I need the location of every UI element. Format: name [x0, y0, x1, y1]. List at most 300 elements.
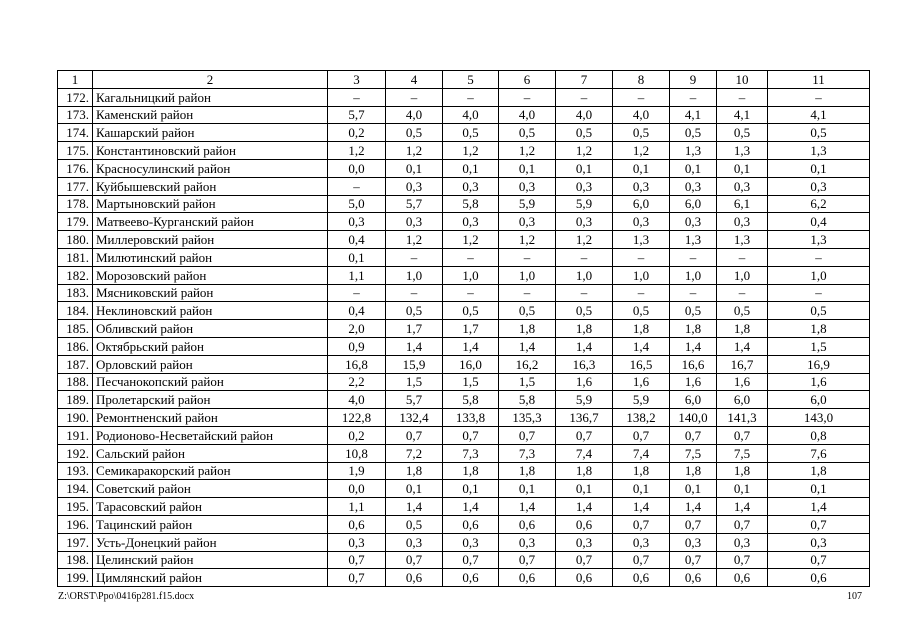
value-cell: 1,4 [613, 337, 670, 355]
value-cell: 0,3 [328, 213, 386, 231]
value-cell: 136,7 [556, 409, 613, 427]
value-cell: – [670, 248, 717, 266]
value-cell: 0,7 [556, 551, 613, 569]
value-cell: 0,5 [499, 302, 556, 320]
value-cell: 4,0 [499, 106, 556, 124]
value-cell: 1,2 [443, 142, 499, 160]
value-cell: 0,1 [670, 159, 717, 177]
value-cell: 0,6 [717, 569, 768, 587]
value-cell: – [386, 284, 443, 302]
value-cell: 0,7 [328, 551, 386, 569]
table-row [58, 124, 870, 142]
value-cell: 1,4 [556, 337, 613, 355]
table-row [58, 480, 870, 498]
table-row [58, 231, 870, 249]
district-name-cell: Обливский район [93, 320, 328, 338]
table-row [58, 159, 870, 177]
value-cell: 0,3 [386, 213, 443, 231]
value-cell: 16,9 [768, 355, 870, 373]
row-number-cell: 197. [58, 533, 93, 551]
value-cell: 0,1 [556, 159, 613, 177]
value-cell: – [443, 284, 499, 302]
district-name-cell: Каменский район [93, 106, 328, 124]
value-cell: 0,1 [670, 480, 717, 498]
page-number: 107 [847, 591, 862, 602]
value-cell: 1,6 [768, 373, 870, 391]
row-number-cell: 179. [58, 213, 93, 231]
value-cell: 1,2 [386, 231, 443, 249]
value-cell: 0,6 [499, 569, 556, 587]
value-cell: 1,8 [768, 320, 870, 338]
value-cell: 1,6 [670, 373, 717, 391]
value-cell: 1,2 [499, 142, 556, 160]
value-cell: 0,7 [768, 551, 870, 569]
value-cell: – [386, 88, 443, 106]
value-cell: 0,5 [386, 302, 443, 320]
value-cell: 0,7 [499, 426, 556, 444]
value-cell: 1,8 [717, 462, 768, 480]
row-number-cell: 176. [58, 159, 93, 177]
table-row [58, 569, 870, 587]
value-cell: 0,7 [717, 515, 768, 533]
value-cell: – [613, 284, 670, 302]
value-cell: 1,0 [768, 266, 870, 284]
value-cell: 1,3 [670, 142, 717, 160]
value-cell: – [768, 284, 870, 302]
value-cell: 4,1 [768, 106, 870, 124]
value-cell: 0,1 [768, 480, 870, 498]
value-cell: – [670, 284, 717, 302]
value-cell: 0,1 [443, 159, 499, 177]
value-cell: 1,4 [670, 337, 717, 355]
value-cell: 0,7 [717, 551, 768, 569]
row-number-cell: 196. [58, 515, 93, 533]
value-cell: 0,5 [443, 302, 499, 320]
value-cell: 0,3 [670, 533, 717, 551]
value-cell: 0,3 [556, 177, 613, 195]
value-cell: 0,3 [717, 177, 768, 195]
value-cell: – [768, 248, 870, 266]
value-cell: 1,8 [443, 462, 499, 480]
value-cell: 5,9 [499, 195, 556, 213]
value-cell: 0,0 [328, 159, 386, 177]
value-cell: 2,2 [328, 373, 386, 391]
value-cell: – [328, 177, 386, 195]
row-number-cell: 194. [58, 480, 93, 498]
value-cell: 0,6 [556, 515, 613, 533]
value-cell: 0,5 [613, 302, 670, 320]
value-cell: 0,7 [613, 551, 670, 569]
value-cell: 16,7 [717, 355, 768, 373]
value-cell: 1,3 [768, 231, 870, 249]
value-cell: 122,8 [328, 409, 386, 427]
value-cell: 0,7 [443, 551, 499, 569]
value-cell: 1,0 [670, 266, 717, 284]
value-cell: 133,8 [443, 409, 499, 427]
value-cell: 1,2 [556, 142, 613, 160]
district-name-cell: Мартыновский район [93, 195, 328, 213]
value-cell: 0,7 [556, 426, 613, 444]
value-cell: 0,3 [670, 177, 717, 195]
value-cell: 132,4 [386, 409, 443, 427]
value-cell: 0,3 [613, 213, 670, 231]
value-cell: 1,2 [499, 231, 556, 249]
data-table [57, 70, 870, 587]
value-cell: 0,3 [613, 177, 670, 195]
value-cell: 1,9 [328, 462, 386, 480]
value-cell: 5,8 [499, 391, 556, 409]
table-row [58, 444, 870, 462]
value-cell: 0,6 [670, 569, 717, 587]
table-row [58, 177, 870, 195]
value-cell: 1,8 [717, 320, 768, 338]
value-cell: 1,8 [768, 462, 870, 480]
row-number-cell: 173. [58, 106, 93, 124]
district-name-cell: Песчанокопский район [93, 373, 328, 391]
row-number-cell: 178. [58, 195, 93, 213]
value-cell: 0,2 [328, 426, 386, 444]
value-cell: 1,8 [499, 320, 556, 338]
value-cell: 0,3 [443, 533, 499, 551]
value-cell: 0,6 [328, 515, 386, 533]
value-cell: 0,6 [556, 569, 613, 587]
footer-file-path: Z:\ORST\Ppo\0416p281.f15.docx [58, 591, 195, 602]
value-cell: 1,4 [717, 498, 768, 516]
value-cell: 0,3 [443, 213, 499, 231]
district-name-cell: Красносулинский район [93, 159, 328, 177]
row-number-cell: 188. [58, 373, 93, 391]
value-cell: 0,7 [613, 515, 670, 533]
value-cell: 0,5 [768, 124, 870, 142]
value-cell: 0,1 [768, 159, 870, 177]
header-cell: 11 [768, 71, 870, 89]
district-name-cell: Куйбышевский район [93, 177, 328, 195]
value-cell: 0,1 [499, 159, 556, 177]
value-cell: 1,4 [386, 498, 443, 516]
table-row [58, 391, 870, 409]
value-cell: 0,3 [556, 533, 613, 551]
value-cell: – [556, 88, 613, 106]
value-cell: 0,4 [328, 231, 386, 249]
district-name-cell: Цимлянский район [93, 569, 328, 587]
value-cell: 0,7 [443, 426, 499, 444]
value-cell: 1,5 [499, 373, 556, 391]
district-name-cell: Целинский район [93, 551, 328, 569]
value-cell: 7,2 [386, 444, 443, 462]
district-name-cell: Матвеево-Курганский район [93, 213, 328, 231]
value-cell: 0,7 [768, 515, 870, 533]
value-cell: 7,5 [717, 444, 768, 462]
value-cell: 0,3 [670, 213, 717, 231]
value-cell: 0,3 [717, 533, 768, 551]
value-cell: 1,1 [328, 498, 386, 516]
value-cell: 15,9 [386, 355, 443, 373]
table-header-row [58, 71, 870, 89]
value-cell: 1,8 [386, 462, 443, 480]
value-cell: 135,3 [499, 409, 556, 427]
value-cell: – [328, 284, 386, 302]
value-cell: – [556, 248, 613, 266]
value-cell: 1,7 [443, 320, 499, 338]
value-cell: 0,5 [443, 124, 499, 142]
table-row [58, 284, 870, 302]
value-cell: 6,0 [768, 391, 870, 409]
value-cell: 7,3 [499, 444, 556, 462]
value-cell: 16,6 [670, 355, 717, 373]
value-cell: 1,4 [670, 498, 717, 516]
value-cell: 0,5 [556, 302, 613, 320]
value-cell: – [499, 88, 556, 106]
value-cell: 1,6 [613, 373, 670, 391]
value-cell: 0,1 [386, 159, 443, 177]
value-cell: 6,0 [670, 195, 717, 213]
district-name-cell: Пролетарский район [93, 391, 328, 409]
value-cell: 6,0 [613, 195, 670, 213]
value-cell: 0,1 [386, 480, 443, 498]
value-cell: 7,5 [670, 444, 717, 462]
value-cell: 0,9 [328, 337, 386, 355]
value-cell: – [717, 248, 768, 266]
value-cell: 1,4 [443, 498, 499, 516]
value-cell: 0,8 [768, 426, 870, 444]
table-row [58, 515, 870, 533]
value-cell: 1,0 [613, 266, 670, 284]
header-cell: 1 [58, 71, 93, 89]
table-row [58, 213, 870, 231]
value-cell: 1,3 [613, 231, 670, 249]
table-row [58, 533, 870, 551]
district-name-cell: Морозовский район [93, 266, 328, 284]
value-cell: 0,1 [717, 480, 768, 498]
value-cell: 1,8 [556, 320, 613, 338]
value-cell: 1,3 [717, 142, 768, 160]
district-name-cell: Советский район [93, 480, 328, 498]
row-number-cell: 181. [58, 248, 93, 266]
value-cell: 0,1 [328, 248, 386, 266]
value-cell: 1,6 [556, 373, 613, 391]
value-cell: 5,8 [443, 195, 499, 213]
value-cell: 16,2 [499, 355, 556, 373]
value-cell: 0,3 [499, 177, 556, 195]
district-name-cell: Кагальницкий район [93, 88, 328, 106]
value-cell: 0,2 [328, 124, 386, 142]
value-cell: 0,3 [613, 533, 670, 551]
value-cell: 5,0 [328, 195, 386, 213]
table-row [58, 498, 870, 516]
value-cell: 0,6 [443, 569, 499, 587]
header-cell: 7 [556, 71, 613, 89]
row-number-cell: 185. [58, 320, 93, 338]
header-cell: 9 [670, 71, 717, 89]
value-cell: 0,0 [328, 480, 386, 498]
value-cell: – [717, 284, 768, 302]
value-cell: 7,4 [556, 444, 613, 462]
value-cell: 1,8 [556, 462, 613, 480]
value-cell: 0,7 [670, 551, 717, 569]
value-cell: 7,3 [443, 444, 499, 462]
value-cell: 0,1 [613, 480, 670, 498]
value-cell: 1,8 [670, 320, 717, 338]
row-number-cell: 187. [58, 355, 93, 373]
value-cell: 0,5 [386, 515, 443, 533]
value-cell: 0,5 [556, 124, 613, 142]
value-cell: 1,3 [670, 231, 717, 249]
value-cell: 138,2 [613, 409, 670, 427]
district-name-cell: Усть-Донецкий район [93, 533, 328, 551]
value-cell: 1,4 [499, 337, 556, 355]
row-number-cell: 177. [58, 177, 93, 195]
value-cell: 7,4 [613, 444, 670, 462]
value-cell: 141,3 [717, 409, 768, 427]
value-cell: 4,1 [670, 106, 717, 124]
district-name-cell: Милютинский район [93, 248, 328, 266]
value-cell: – [443, 248, 499, 266]
value-cell: – [717, 88, 768, 106]
header-cell: 8 [613, 71, 670, 89]
value-cell: 1,8 [613, 462, 670, 480]
table-row [58, 462, 870, 480]
row-number-cell: 191. [58, 426, 93, 444]
value-cell: 1,4 [613, 498, 670, 516]
value-cell: 0,3 [328, 533, 386, 551]
value-cell: 5,7 [328, 106, 386, 124]
value-cell: 6,0 [717, 391, 768, 409]
value-cell: 1,2 [443, 231, 499, 249]
value-cell: – [328, 88, 386, 106]
row-number-cell: 183. [58, 284, 93, 302]
value-cell: 1,5 [386, 373, 443, 391]
value-cell: 0,7 [499, 551, 556, 569]
value-cell: 6,0 [670, 391, 717, 409]
value-cell: – [499, 284, 556, 302]
value-cell: 1,3 [717, 231, 768, 249]
value-cell: – [670, 88, 717, 106]
value-cell: 0,3 [717, 213, 768, 231]
value-cell: 1,8 [670, 462, 717, 480]
value-cell: 0,5 [768, 302, 870, 320]
district-name-cell: Семикаракорский район [93, 462, 328, 480]
value-cell: 0,5 [386, 124, 443, 142]
value-cell: 0,7 [670, 515, 717, 533]
value-cell: 1,1 [328, 266, 386, 284]
value-cell: 1,0 [443, 266, 499, 284]
header-cell: 3 [328, 71, 386, 89]
value-cell: 5,7 [386, 195, 443, 213]
value-cell: 0,3 [499, 533, 556, 551]
value-cell: 0,3 [386, 533, 443, 551]
value-cell: 5,9 [556, 195, 613, 213]
value-cell: 0,4 [328, 302, 386, 320]
header-cell: 4 [386, 71, 443, 89]
value-cell: 1,5 [443, 373, 499, 391]
header-cell: 2 [93, 71, 328, 89]
value-cell: 0,1 [717, 159, 768, 177]
table-row [58, 551, 870, 569]
value-cell: 1,8 [499, 462, 556, 480]
value-cell: 4,0 [386, 106, 443, 124]
value-cell: 6,1 [717, 195, 768, 213]
value-cell: – [556, 284, 613, 302]
value-cell: 16,5 [613, 355, 670, 373]
row-number-cell: 172. [58, 88, 93, 106]
value-cell: 0,3 [443, 177, 499, 195]
row-number-cell: 192. [58, 444, 93, 462]
table-row [58, 266, 870, 284]
district-name-cell: Кашарский район [93, 124, 328, 142]
value-cell: 1,2 [328, 142, 386, 160]
value-cell: – [768, 88, 870, 106]
value-cell: 1,4 [499, 498, 556, 516]
value-cell: 0,6 [499, 515, 556, 533]
district-name-cell: Родионово-Несветайский район [93, 426, 328, 444]
value-cell: 5,9 [613, 391, 670, 409]
value-cell: 2,0 [328, 320, 386, 338]
table-row [58, 426, 870, 444]
value-cell: 0,5 [717, 124, 768, 142]
row-number-cell: 180. [58, 231, 93, 249]
district-name-cell: Константиновский район [93, 142, 328, 160]
table-row [58, 320, 870, 338]
value-cell: 0,5 [613, 124, 670, 142]
row-number-cell: 184. [58, 302, 93, 320]
value-cell: 1,4 [386, 337, 443, 355]
value-cell: – [386, 248, 443, 266]
value-cell: 1,2 [556, 231, 613, 249]
row-number-cell: 199. [58, 569, 93, 587]
district-name-cell: Миллеровский район [93, 231, 328, 249]
row-number-cell: 193. [58, 462, 93, 480]
value-cell: 16,8 [328, 355, 386, 373]
value-cell: 0,3 [768, 533, 870, 551]
value-cell: 0,1 [556, 480, 613, 498]
value-cell: 0,4 [768, 213, 870, 231]
value-cell: 4,0 [613, 106, 670, 124]
row-number-cell: 182. [58, 266, 93, 284]
value-cell: 0,3 [499, 213, 556, 231]
district-name-cell: Тарасовский район [93, 498, 328, 516]
value-cell: 0,1 [499, 480, 556, 498]
value-cell: 1,2 [613, 142, 670, 160]
value-cell: 0,7 [328, 569, 386, 587]
value-cell: – [613, 88, 670, 106]
header-cell: 5 [443, 71, 499, 89]
value-cell: 0,5 [670, 124, 717, 142]
value-cell: 0,6 [768, 569, 870, 587]
value-cell: 0,7 [670, 426, 717, 444]
value-cell: 0,3 [386, 177, 443, 195]
row-number-cell: 189. [58, 391, 93, 409]
value-cell: 1,2 [386, 142, 443, 160]
value-cell: 1,7 [386, 320, 443, 338]
value-cell: 4,0 [328, 391, 386, 409]
value-cell: 0,6 [613, 569, 670, 587]
value-cell: 7,6 [768, 444, 870, 462]
value-cell: 1,4 [556, 498, 613, 516]
value-cell: 4,0 [443, 106, 499, 124]
value-cell: 0,7 [717, 426, 768, 444]
table-row [58, 195, 870, 213]
table-row [58, 106, 870, 124]
value-cell: 4,1 [717, 106, 768, 124]
value-cell: 1,4 [768, 498, 870, 516]
value-cell: 1,0 [556, 266, 613, 284]
value-cell: 6,2 [768, 195, 870, 213]
district-name-cell: Мясниковский район [93, 284, 328, 302]
value-cell: – [613, 248, 670, 266]
district-name-cell: Неклиновский район [93, 302, 328, 320]
table-row [58, 355, 870, 373]
value-cell: 0,5 [670, 302, 717, 320]
